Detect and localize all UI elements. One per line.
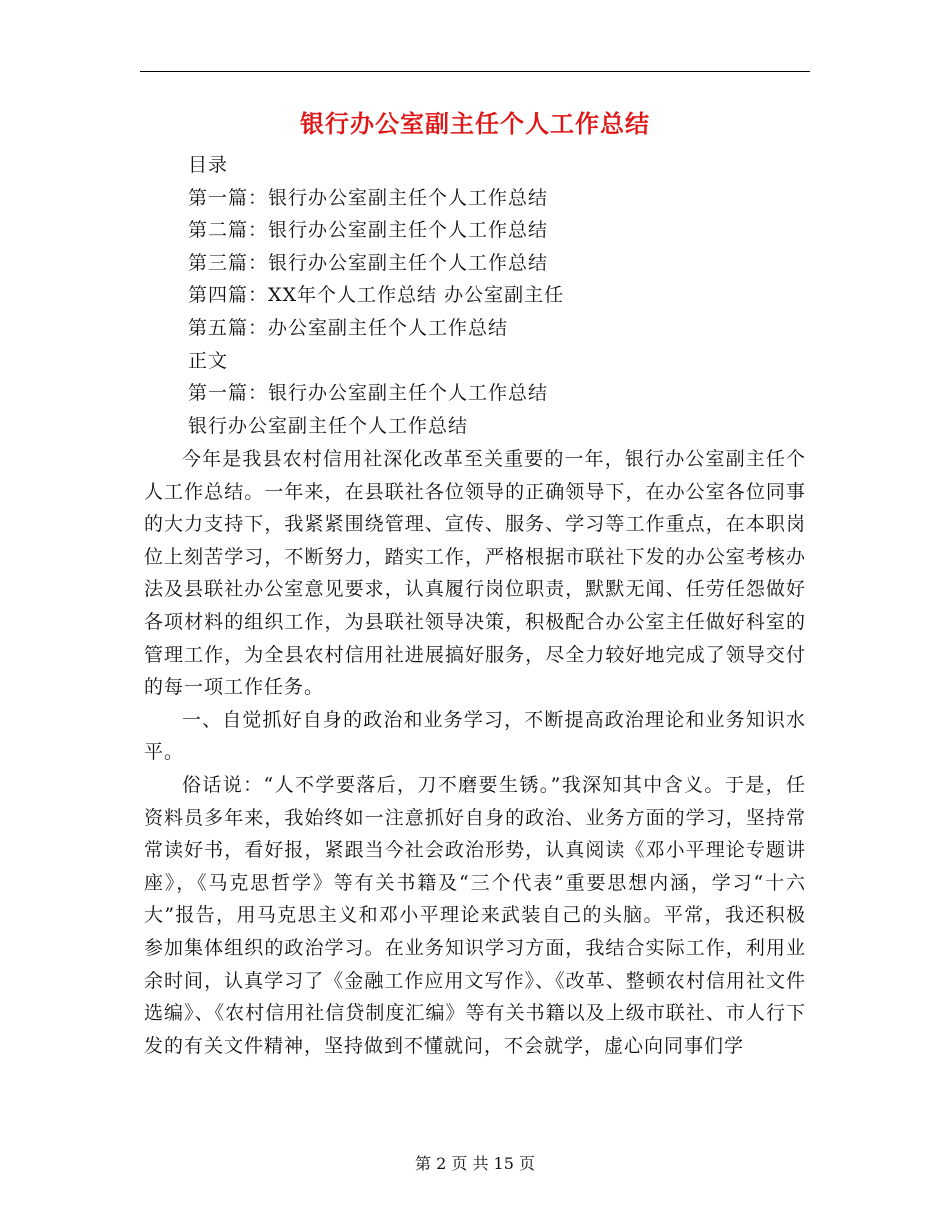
table-of-contents (188, 149, 788, 442)
body-paragraph-1: 今年是我县农村信用社深化改革至关重要的一年，银行办公室副主任个人工作总结。一年来，在县联社各位领导的正确领导下，在办公室各位同事的大力支持下，我紧紧围绕管理、宣传、服务、学习等工作重点，在本职岗位上刻苦学习，不断努力，踏实工作，严格根据市联社下发的办公室考核办法及县联社办公室意见要求，认真履行岗位职责，默默无闻、任劳任怨做好各项材料的组织工作，为县联社领导决策，积极配合办公室主任做好科室的管理工作，为全县农村信用社进展搞好服务，尽全力较好地完成了领导交付的每一项工作任务。 (144, 448, 806, 699)
toc-item-4: 第四篇：XX年个人工作总结 办公室副主任 (188, 284, 565, 307)
toc-item-1: 第一篇：银行办公室副主任个人工作总结 (188, 186, 549, 209)
document-title: 银行办公室副主任个人工作总结 (300, 109, 650, 138)
toc-heading: 目录 (188, 154, 229, 176)
chapter-subtitle: 银行办公室副主任个人工作总结 (188, 414, 469, 437)
chapter-heading: 第一篇：银行办公室副主任个人工作总结 (188, 382, 549, 405)
page-footer: 第 2 页 共 15 页 (415, 1154, 535, 1173)
toc-item-5: 第五篇：办公室副主任个人工作总结 (188, 316, 509, 339)
header-rule (140, 71, 810, 72)
body-paragraph-2: 一、自觉抓好自身的政治和业务学习，不断提高政治理论和业务知识水平。 (144, 708, 806, 764)
body-heading: 正文 (188, 349, 229, 372)
toc-item-3: 第三篇：银行办公室副主任个人工作总结 (188, 251, 549, 274)
body-paragraph-3: 俗话说：“人不学要落后，刀不磨要生锈。”我深知其中含义。于是，任资料员多年来，我始终如一注意抓好自身的政治、业务方面的学习，坚持常常读好书，看好报，紧跟当今社会政治形势，认真阅读《邓小平理论专题讲座》，《马克思哲学》等有关书籍及“三个代表”重要思想内涵，学习“十六大”报告，用马克思主义和邓小平理论来武装自己的头脑。平常，我还积极参加集体组织的政治学习。在业务知识学习方面，我结合实际工作，利用业余时间，认真学习了《金融工作应用文写作》、《改革、整顿农村信用社文件选编》、《农村信用社信贷制度汇编》等有关书籍以及上级市联社、市人行下发的有关文件精神，坚持做到不懂就问，不会就学，虚心向同事们学 (144, 773, 806, 1057)
document-body (144, 443, 806, 1062)
toc-item-2: 第二篇：银行办公室副主任个人工作总结 (188, 219, 549, 242)
